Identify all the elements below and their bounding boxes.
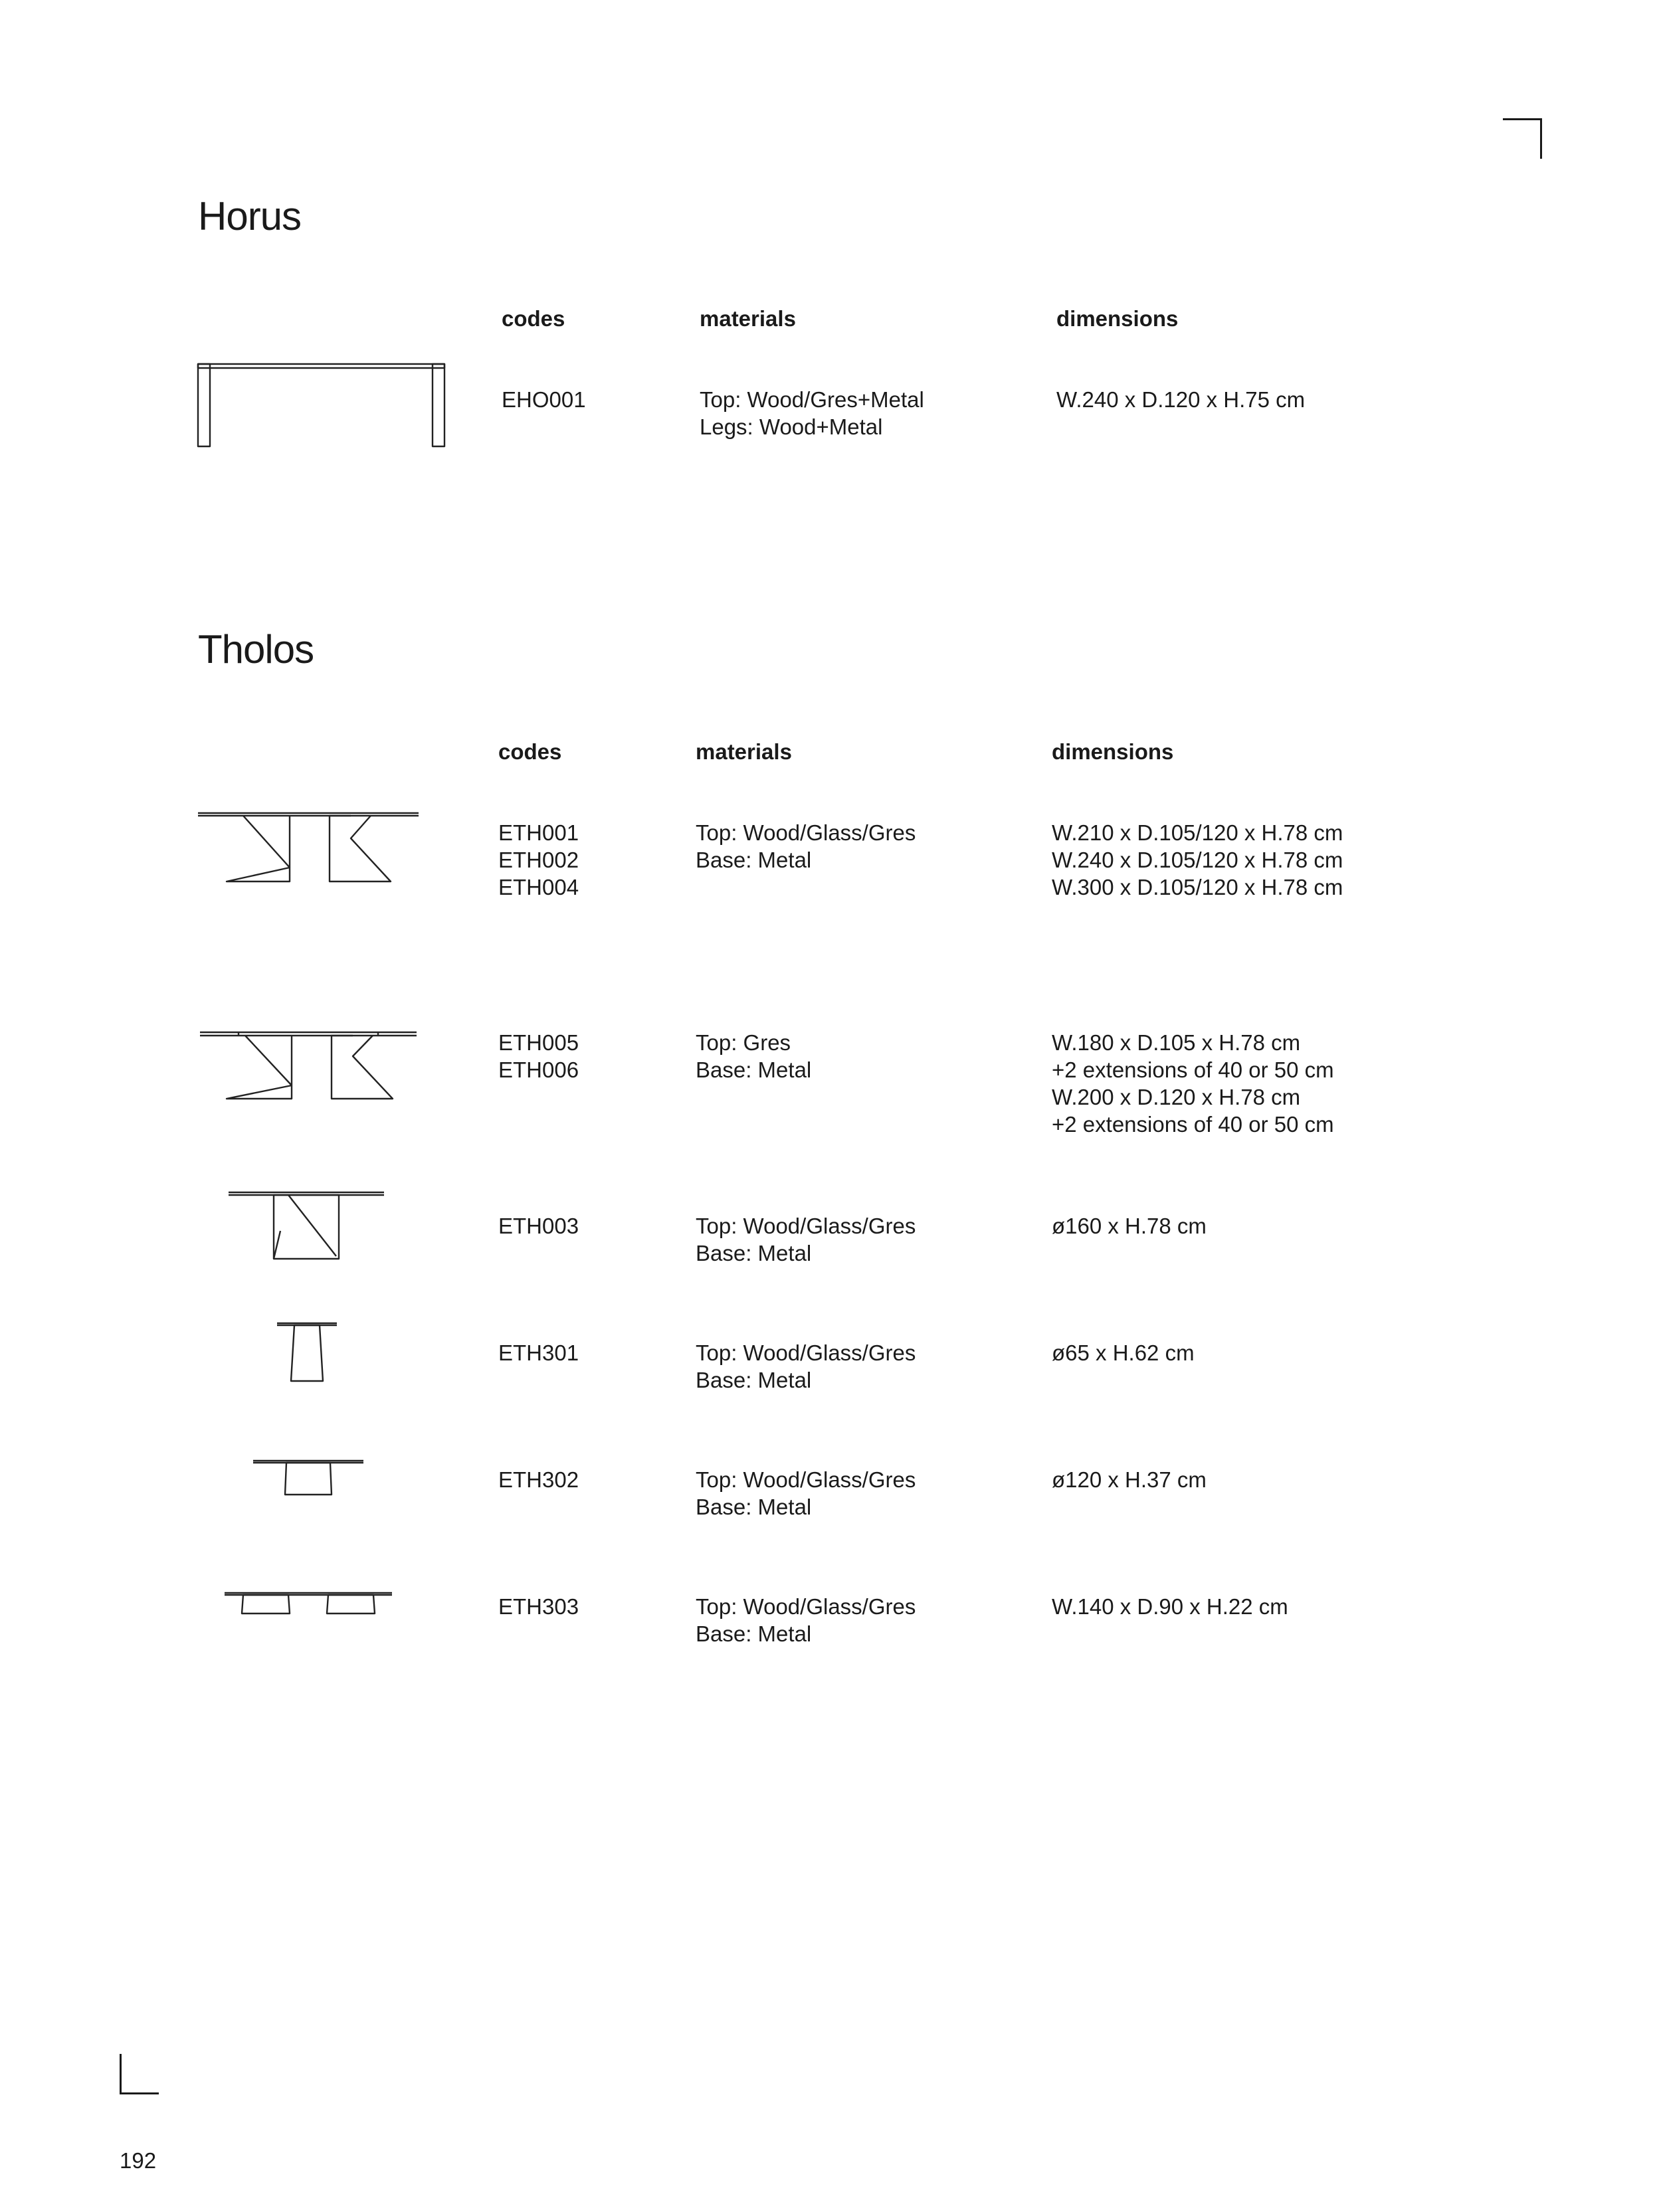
tholos-bistro-table-drawing [276,1322,338,1383]
tholos-row-4-materials [696,1339,916,1394]
product-code: EHO001 [502,387,586,412]
dimension-line: W.140 x D.90 x H.22 cm [1052,1594,1288,1619]
tholos-row-4-dimensions [1052,1339,1195,1366]
product-code: ETH001 [498,820,579,845]
dimension-line: W.240 x D.105/120 x H.78 cm [1052,848,1343,872]
tholos-low-table-drawing [223,1592,393,1615]
dimension-line: +2 extensions of 40 or 50 cm [1052,1112,1334,1137]
tholos-row-6-codes [498,1593,579,1620]
material-line: Top: Gres [696,1030,791,1055]
product-code: ETH303 [498,1594,579,1619]
tholos-coffee-table-drawing [252,1459,365,1497]
tholos-round-table-drawing [227,1191,385,1260]
material-line: Legs: Wood+Metal [700,415,883,439]
material-line: Top: Wood/Glass/Gres [696,1594,916,1619]
tholos-codes-header: codes [498,739,562,764]
product-code: ETH301 [498,1340,579,1365]
product-code: ETH003 [498,1214,579,1238]
tholos-extendable-table-drawing [199,1031,418,1101]
material-line: Base: Metal [696,1368,812,1392]
dimension-line: ø65 x H.62 cm [1052,1340,1195,1365]
tholos-row-1-codes [498,819,579,901]
material-line: Base: Metal [696,1241,812,1265]
tholos-row-5-codes [498,1466,579,1493]
product-code: ETH005 [498,1030,579,1055]
dimension-line: +2 extensions of 40 or 50 cm [1052,1058,1334,1082]
material-line: Top: Wood/Gres+Metal [700,387,924,412]
material-line: Base: Metal [696,1058,812,1082]
horus-materials-header: materials [700,306,796,331]
horus-table-drawing [197,363,446,448]
tholos-row-5-materials [696,1466,916,1521]
dimension-line: ø160 x H.78 cm [1052,1214,1207,1238]
section-title-tholos: Tholos [198,627,314,672]
dimension-line: W.210 x D.105/120 x H.78 cm [1052,820,1343,845]
tholos-materials-header: materials [696,739,792,764]
tholos-dimensions-header: dimensions [1052,739,1174,764]
tholos-rectangular-table-drawing [197,812,420,885]
material-line: Base: Metal [696,1495,812,1519]
product-code: ETH302 [498,1467,579,1492]
page-number: 192 [120,2148,157,2173]
material-line: Base: Metal [696,1621,812,1646]
tholos-row-6-materials [696,1593,916,1647]
corner-mark-top-right [1503,118,1542,159]
product-code: ETH004 [498,875,579,899]
material-line: Top: Wood/Glass/Gres [696,1340,916,1365]
tholos-row-4-codes [498,1339,579,1366]
section-title-horus: Horus [198,194,302,238]
horus-row-materials [700,386,924,440]
horus-row-codes [502,386,586,413]
tholos-row-1-dimensions [1052,819,1343,901]
dimension-line: ø120 x H.37 cm [1052,1467,1207,1492]
material-line: Base: Metal [696,848,812,872]
tholos-row-5-dimensions [1052,1466,1207,1493]
tholos-row-2-materials [696,1029,811,1083]
horus-dimensions-header: dimensions [1056,306,1179,331]
material-line: Top: Wood/Glass/Gres [696,1467,916,1492]
corner-mark-bottom-left [120,2054,159,2094]
dimension-line: W.200 x D.120 x H.78 cm [1052,1085,1301,1109]
dimension-line: W.300 x D.105/120 x H.78 cm [1052,875,1343,899]
tholos-row-3-codes [498,1212,579,1240]
tholos-row-3-dimensions [1052,1212,1207,1240]
tholos-row-3-materials [696,1212,916,1267]
dimension-line: W.180 x D.105 x H.78 cm [1052,1030,1301,1055]
dimension-line: W.240 x D.120 x H.75 cm [1056,387,1306,412]
tholos-row-1-materials [696,819,916,874]
horus-codes-header: codes [502,306,565,331]
horus-row-dimensions [1056,386,1305,413]
tholos-row-2-dimensions [1052,1029,1334,1138]
material-line: Top: Wood/Glass/Gres [696,1214,916,1238]
product-code: ETH002 [498,848,579,872]
product-code: ETH006 [498,1058,579,1082]
material-line: Top: Wood/Glass/Gres [696,820,916,845]
tholos-row-2-codes [498,1029,579,1083]
tholos-row-6-dimensions [1052,1593,1288,1620]
